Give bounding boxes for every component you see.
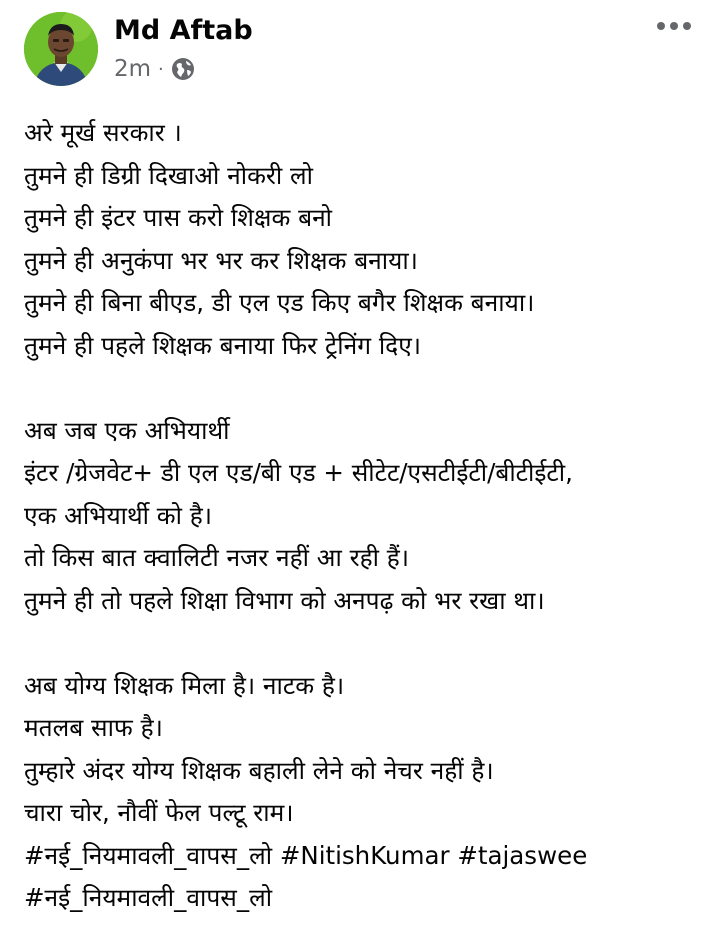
post-line: तो किस बात क्वालिटी नजर नहीं आ रही हैं। <box>24 543 410 572</box>
post-line: इंटर /ग्रेजवेट+ डी एल एड/बी एड + सीटेट/एसटीईटी/बीटीईटी, <box>24 458 573 487</box>
person-avatar-icon <box>24 12 98 86</box>
post-line: तुमने ही पहले शिक्षक बनाया फिर ट्रेनिंग दिए। <box>24 330 422 360</box>
author-name[interactable]: Md Aftab <box>114 15 253 46</box>
post-line: तुमने ही बिना बीएड, डी एल एड किए बगैर शिक्षक बनाया। <box>24 288 535 317</box>
hashtag-link[interactable]: #नई_नियमावली_वापस_लो <box>24 883 273 912</box>
globe-icon[interactable] <box>171 57 195 81</box>
post-line: अरे मूर्ख सरकार । <box>24 118 182 147</box>
meta-separator: · <box>158 58 164 80</box>
post-line: अब योग्य शिक्षक मिला है। नाटक है। <box>24 670 345 700</box>
post-line: अब जब एक अभियार्थी <box>24 415 230 445</box>
post-line: चारा चोर, नौवीं फेल पल्टू राम। <box>24 798 294 827</box>
post-line: तुमने ही अनुकंपा भर भर कर शिक्षक बनाया। <box>24 245 418 275</box>
post-meta <box>114 54 195 84</box>
hashtag-line <box>24 877 694 920</box>
author-avatar[interactable] <box>24 12 98 86</box>
hashtag-link[interactable]: #NitishKumar <box>279 840 450 870</box>
more-options-icon <box>656 21 692 31</box>
post-line: तुमने ही इंटर पास करो शिक्षक बनो <box>24 203 333 232</box>
post-line: तुमने ही डिग्री दिखाओ नोकरी लो <box>24 160 314 190</box>
hashtag-link[interactable]: #नई_नियमावली_वापस_लो <box>24 840 273 870</box>
post-line: मतलब साफ है। <box>24 713 163 742</box>
post-line: तुम्हारे अंदर योग्य शिक्षक बहाली लेने को नेचर नहीं है। <box>24 755 494 785</box>
paragraph-gap <box>24 367 694 410</box>
post-header <box>24 12 697 90</box>
post-line: एक अभियार्थी को है। <box>24 500 213 530</box>
hashtag-line <box>24 835 694 878</box>
more-options-button[interactable] <box>653 12 695 40</box>
post-line: तुमने ही तो पहले शिक्षा विभाग को अनपढ़ को भर रखा था। <box>24 585 545 615</box>
post-time[interactable]: 2m <box>114 56 152 82</box>
post-text <box>24 112 694 920</box>
paragraph-gap <box>24 622 694 665</box>
hashtag-link[interactable]: #tajaswee <box>457 840 588 870</box>
